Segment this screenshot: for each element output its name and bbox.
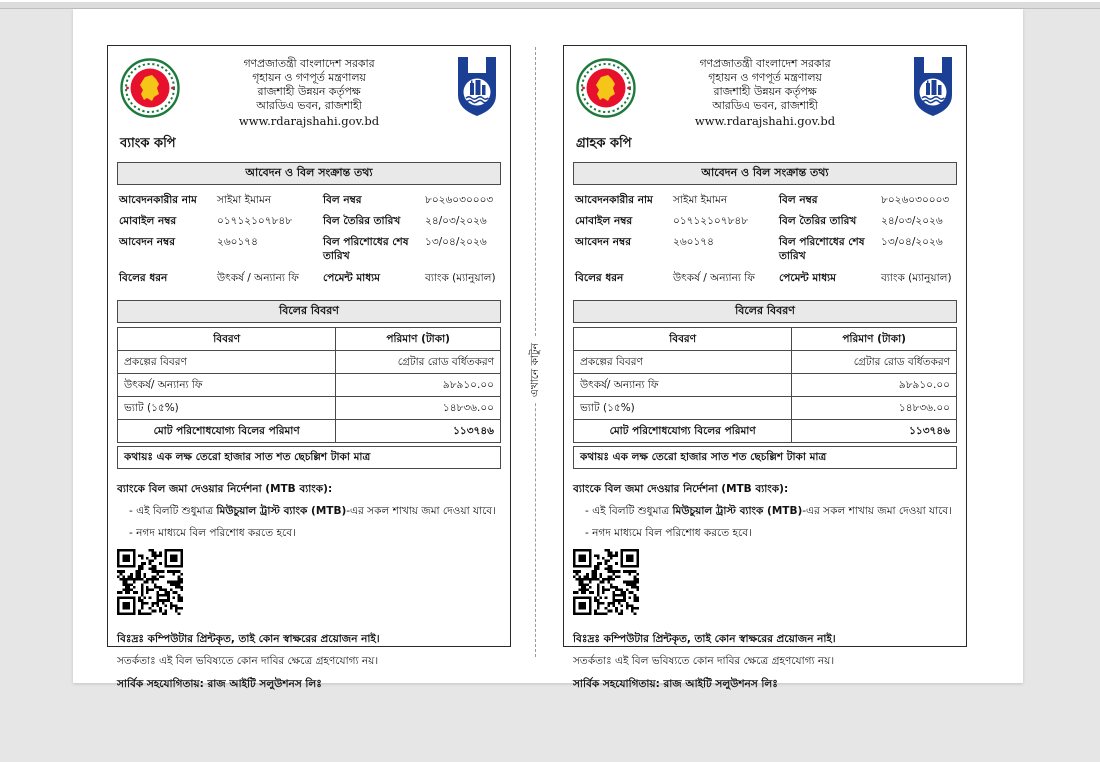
table-row bbox=[574, 350, 957, 373]
org-header bbox=[640, 54, 890, 129]
instruction-item: - নগদ মাধ্যমে বিল পরিশোধ করতে হবে। bbox=[585, 526, 752, 539]
field-value: ২৬০১৭৪ bbox=[673, 236, 714, 249]
row-label: ভ্যাট (১৫%) bbox=[574, 397, 792, 420]
field-value: উৎকর্ষ / অন্যান্য ফি bbox=[217, 271, 299, 284]
total-value: ১১৩৭৪৬ bbox=[792, 420, 957, 443]
row-value: ৯৮৯১০.০০ bbox=[792, 373, 957, 396]
website-url: www.rdarajshahi.gov.bd bbox=[694, 114, 836, 128]
field-label: আবেদনকারীর নাম bbox=[119, 193, 197, 206]
field-value: ১৩/০৪/২০২৬ bbox=[425, 236, 487, 249]
field-label: আবেদন নম্বর bbox=[119, 236, 175, 249]
row-value: ৯৮৯১০.০০ bbox=[336, 373, 501, 396]
field-value: ০১৭১২১০৭৮৪৮ bbox=[217, 215, 293, 228]
row-value: ১৪৮৩৬.০০ bbox=[792, 397, 957, 420]
row-label: ভ্যাট (১৫%) bbox=[118, 397, 336, 420]
field-label: পেমেন্ট মাধ্যম bbox=[779, 271, 836, 284]
field-label: বিলের ধরন bbox=[575, 271, 624, 284]
instruction-item: - নগদ মাধ্যমে বিল পরিশোধ করতে হবে। bbox=[129, 526, 296, 539]
bank-copy bbox=[107, 45, 511, 690]
copy-header bbox=[573, 54, 957, 128]
field-label: বিল তৈরির তারিখ bbox=[323, 215, 401, 228]
field-label: বিল তৈরির তারিখ bbox=[779, 215, 857, 228]
govt-emblem-icon bbox=[120, 58, 180, 118]
row-label: প্রকল্পের বিবরণ bbox=[574, 350, 792, 373]
instruction-bank-name: মিউচুয়াল ট্রাস্ট ব্যাংক (MTB) bbox=[216, 504, 347, 517]
info-fields bbox=[573, 185, 957, 291]
qr-code bbox=[117, 549, 183, 615]
info-section-header: আবেদন ও বিল সংক্রান্ত তথ্য bbox=[573, 162, 957, 185]
field-label: পেমেন্ট মাধ্যম bbox=[323, 271, 380, 284]
row-value: ১৪৮৩৬.০০ bbox=[336, 397, 501, 420]
info-section-header: আবেদন ও বিল সংক্রান্ত তথ্য bbox=[117, 162, 501, 185]
rda-logo-icon bbox=[910, 56, 956, 118]
row-label: উৎকর্ষ/ অন্যান্য ফি bbox=[118, 373, 336, 396]
field-label: বিল পরিশোধের শেষ তারিখ bbox=[323, 236, 409, 263]
info-fields bbox=[117, 185, 501, 291]
table-row bbox=[574, 397, 957, 420]
table-row bbox=[118, 373, 501, 396]
field-value: ১৩/০৪/২০২৬ bbox=[881, 236, 943, 249]
row-value: গ্রেটার রোড বর্ধিতকরণ bbox=[792, 350, 957, 373]
field-value: সাইমা ইমামন bbox=[217, 193, 272, 206]
field-label: বিলের ধরন bbox=[119, 271, 168, 284]
field-label: আবেদনকারীর নাম bbox=[575, 193, 653, 206]
org-name-line: রাজশাহী উন্নয়ন কর্তৃপক্ষ bbox=[257, 85, 361, 98]
org-header bbox=[184, 54, 434, 129]
field-label: বিল নম্বর bbox=[323, 193, 362, 206]
qr-wrap bbox=[117, 549, 501, 619]
org-name-line: আরডিএ ভবন, রাজশাহী bbox=[256, 99, 362, 112]
field-label: আবেদন নম্বর bbox=[575, 236, 631, 249]
col-header-description: বিবরণ bbox=[118, 327, 336, 350]
org-name-line: গণপ্রজাতন্ত্রী বাংলাদেশ সরকার bbox=[699, 57, 831, 70]
copy-title: ব্যাংক কপি bbox=[120, 136, 176, 151]
col-header-amount: পরিমাণ (টাকা) bbox=[336, 327, 501, 350]
footer-credit: সার্বিক সহযোগিতায়: রাজ আইটি সলুউশনস লিঃ bbox=[573, 677, 778, 690]
field-value: উৎকর্ষ / অন্যান্য ফি bbox=[673, 271, 755, 284]
field-value: ৮০২৬০৩০০০৩ bbox=[425, 193, 494, 206]
cut-dashed-line bbox=[529, 47, 541, 657]
table-row bbox=[574, 373, 957, 396]
instruction-text: - এই বিলটি শুধুমাত্র bbox=[585, 504, 673, 517]
field-label: মোবাইল নম্বর bbox=[575, 215, 633, 228]
bank-instructions-heading: ব্যাংকে বিল জমা দেওয়ার নির্দেশনা (MTB ব্যাংক): bbox=[573, 482, 789, 495]
field-value: ২৬০১৭৪ bbox=[217, 236, 258, 249]
footer-credit: সার্বিক সহযোগিতায়: রাজ আইটি সলুউশনস লিঃ bbox=[117, 677, 322, 690]
field-value: সাইমা ইমামন bbox=[673, 193, 728, 206]
total-value: ১১৩৭৪৬ bbox=[336, 420, 501, 443]
rda-logo-icon bbox=[454, 56, 500, 118]
bill-section-header: বিলের বিবরণ bbox=[573, 300, 957, 323]
org-name-line: গণপ্রজাতন্ত্রী বাংলাদেশ সরকার bbox=[243, 57, 375, 70]
field-value: ৮০২৬০৩০০০৩ bbox=[881, 193, 950, 206]
footer-note: বিঃদ্রঃ কম্পিউটার প্রিন্টকৃত, তাই কোন স্বাক্ষরের প্রয়োজন নাই। bbox=[117, 633, 380, 646]
viewer-top-edge bbox=[0, 2, 1100, 9]
instruction-item bbox=[585, 504, 957, 518]
customer-copy bbox=[563, 45, 967, 690]
govt-emblem-icon bbox=[576, 58, 636, 118]
table-row bbox=[118, 350, 501, 373]
field-value: ২৪/০৩/২০২৬ bbox=[425, 215, 487, 228]
bill-table-header-row bbox=[118, 327, 501, 350]
row-label: উৎকর্ষ/ অন্যান্য ফি bbox=[574, 373, 792, 396]
footer-note: বিঃদ্রঃ কম্পিউটার প্রিন্টকৃত, তাই কোন স্বাক্ষরের প্রয়োজন নাই। bbox=[573, 633, 836, 646]
bill-table bbox=[573, 327, 957, 444]
field-label: বিল নম্বর bbox=[779, 193, 818, 206]
total-label: মোট পরিশোধযোগ্য বিলের পরিমাণ bbox=[118, 420, 336, 443]
row-label: প্রকল্পের বিবরণ bbox=[118, 350, 336, 373]
col-header-description: বিবরণ bbox=[574, 327, 792, 350]
org-name-line: গৃহায়ন ও গণপূর্ত মন্ত্রণালয় bbox=[252, 71, 366, 84]
qr-code bbox=[573, 549, 639, 615]
bill-table bbox=[117, 327, 501, 444]
col-header-amount: পরিমাণ (টাকা) bbox=[792, 327, 957, 350]
website-url: www.rdarajshahi.gov.bd bbox=[238, 114, 380, 128]
amount-in-words: কথায়ঃ এক লক্ষ তেরো হাজার সাত শত ছেচল্লিশ টাকা মাত্র bbox=[117, 446, 501, 468]
field-value: ব্যাংক (ম্যানুয়াল) bbox=[425, 271, 496, 284]
footer-caution: সতর্কতাঃ এই বিল ভবিষ্যতে কোন দাবির ক্ষেত্রে গ্রহণযোগ্য নয়। bbox=[117, 655, 379, 668]
instruction-text: -এর সকল শাখায় জমা দেওয়া যাবে। bbox=[802, 504, 952, 517]
bill-table-header-row bbox=[574, 327, 957, 350]
instruction-item bbox=[129, 504, 501, 518]
amount-in-words: কথায়ঃ এক লক্ষ তেরো হাজার সাত শত ছেচল্লিশ টাকা মাত্র bbox=[573, 446, 957, 468]
field-value: ০১৭১২১০৭৮৪৮ bbox=[673, 215, 749, 228]
field-label: মোবাইল নম্বর bbox=[119, 215, 177, 228]
copy-header bbox=[117, 54, 501, 128]
field-value: ২৪/০৩/২০২৬ bbox=[881, 215, 943, 228]
org-name-line: আরডিএ ভবন, রাজশাহী bbox=[712, 99, 818, 112]
bank-instructions-heading: ব্যাংকে বিল জমা দেওয়ার নির্দেশনা (MTB ব্যাংক): bbox=[117, 482, 333, 495]
total-row bbox=[118, 420, 501, 443]
bill-section-header: বিলের বিবরণ bbox=[117, 300, 501, 323]
instruction-text: -এর সকল শাখায় জমা দেওয়া যাবে। bbox=[346, 504, 496, 517]
qr-wrap bbox=[573, 549, 957, 619]
field-label: বিল পরিশোধের শেষ তারিখ bbox=[779, 236, 865, 263]
cut-here-label: এখানে কাটুন bbox=[527, 337, 544, 403]
table-row bbox=[118, 397, 501, 420]
instruction-text: - এই বিলটি শুধুমাত্র bbox=[129, 504, 217, 517]
row-value: গ্রেটার রোড বর্ধিতকরণ bbox=[336, 350, 501, 373]
total-row bbox=[574, 420, 957, 443]
org-name-line: গৃহায়ন ও গণপূর্ত মন্ত্রণালয় bbox=[708, 71, 822, 84]
org-name-line: রাজশাহী উন্নয়ন কর্তৃপক্ষ bbox=[713, 85, 817, 98]
copy-title: গ্রাহক কপি bbox=[576, 136, 632, 151]
field-value: ব্যাংক (ম্যানুয়াল) bbox=[881, 271, 952, 284]
instruction-bank-name: মিউচুয়াল ট্রাস্ট ব্যাংক (MTB) bbox=[672, 504, 803, 517]
footer-caution: সতর্কতাঃ এই বিল ভবিষ্যতে কোন দাবির ক্ষেত্রে গ্রহণযোগ্য নয়। bbox=[573, 655, 835, 668]
document-page bbox=[73, 9, 1023, 690]
total-label: মোট পরিশোধযোগ্য বিলের পরিমাণ bbox=[574, 420, 792, 443]
